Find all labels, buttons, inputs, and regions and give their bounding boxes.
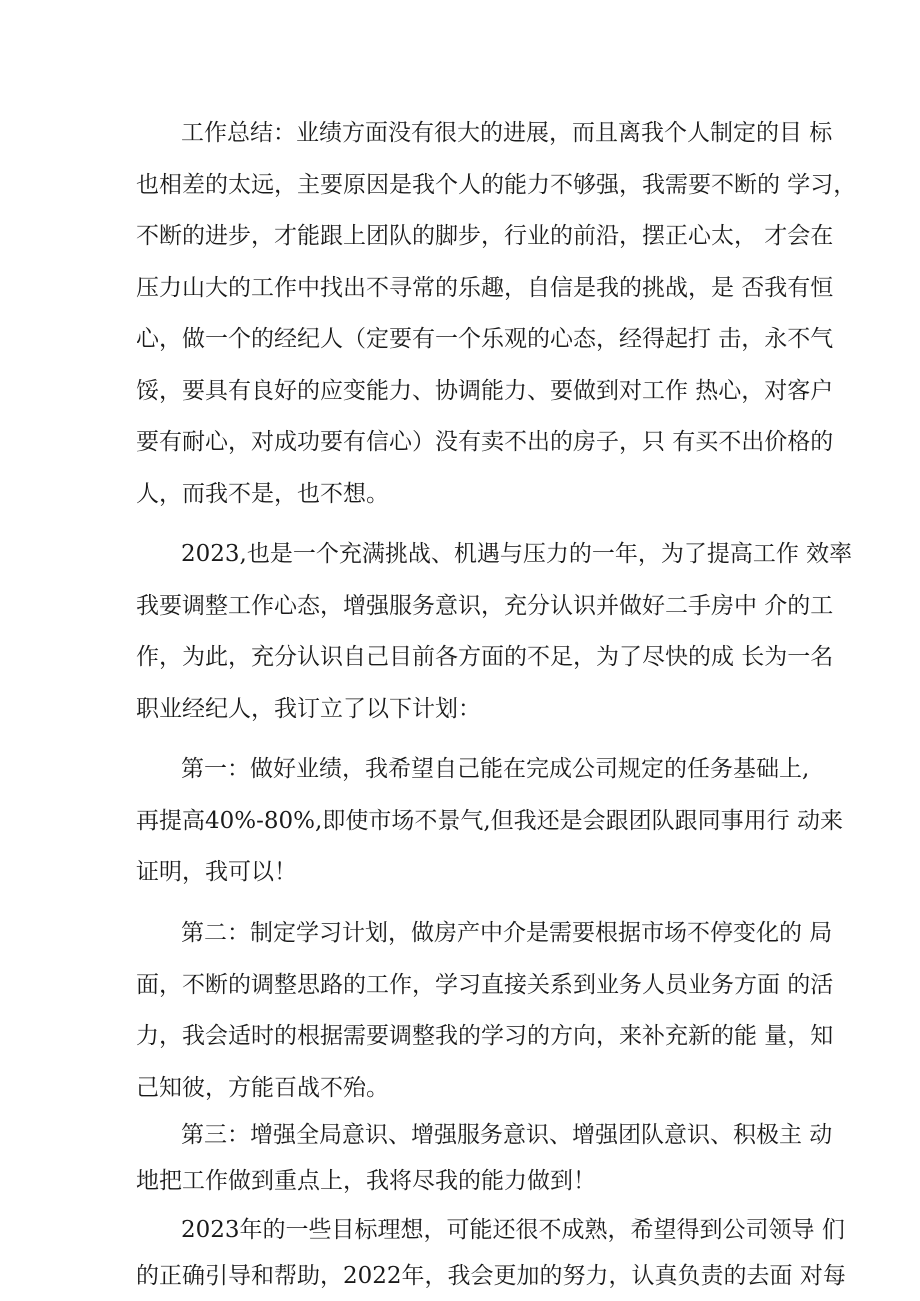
paragraph-2-line-2: 我要调整工作心态，增强服务意识，充分认识并做好二手房中 介的工 bbox=[136, 593, 834, 619]
paragraph-5-line-1: 第三：增强全局意识、增强服务意识、增强团队意识、积极主 动 bbox=[181, 1122, 833, 1148]
paragraph-6-line-1: 2023年的一些目标理想，可能还很不成熟，希望得到公司领导 们 bbox=[181, 1217, 845, 1243]
paragraph-3-line-2: 再提高40%-80%,即使市场不景气,但我还是会跟团队跟同事用行 动来 bbox=[136, 808, 843, 834]
paragraph-1-line-2: 也相差的太远，主要原因是我个人的能力不够强，我需要不断的 学习， bbox=[136, 172, 857, 198]
paragraph-1-line-8: 人，而我不是，也不想。 bbox=[136, 481, 389, 507]
paragraph-1-line-4: 压力山大的工作中找出不寻常的乐趣，自信是我的挑战，是 否我有恒 bbox=[136, 275, 834, 301]
paragraph-4-line-2: 面，不断的调整思路的工作，学习直接关系到业务人员业务方面 的活 bbox=[136, 972, 834, 998]
paragraph-3-line-3: 证明，我可以！ bbox=[136, 859, 297, 885]
paragraph-1-line-5: 心，做一个的经纪人（定要有一个乐观的心态，经得起打 击，永不气 bbox=[136, 326, 834, 352]
paragraph-3-line-1: 第一：做好业绩，我希望自己能在完成公司规定的任务基础上, bbox=[181, 756, 810, 782]
paragraph-4-line-3: 力，我会适时的根据需要调整我的学习的方向，来补充新的能 量，知 bbox=[136, 1023, 834, 1049]
paragraph-1-line-6: 馁，要具有良好的应变能力、协调能力、要做到对工作 热心，对客户 bbox=[136, 378, 834, 404]
paragraph-6-line-2: 的正确引导和帮助，2022年，我会更加的努力，认真负责的去面 对每 bbox=[136, 1263, 846, 1289]
paragraph-4-line-4: 己知彼，方能百战不殆。 bbox=[136, 1075, 389, 1101]
paragraph-4-line-1: 第二：制定学习计划，做房产中介是需要根据市场不停变化的 局 bbox=[181, 920, 833, 946]
paragraph-2-line-4: 职业经纪人，我订立了以下计划： bbox=[136, 696, 481, 722]
paragraph-2-line-3: 作，为此，充分认识自己目前各方面的不足，为了尽快的成 长为一名 bbox=[136, 644, 834, 670]
paragraph-1-line-1: 工作总结：业绩方面没有很大的进展，而且离我个人制定的目 标 bbox=[181, 120, 833, 146]
paragraph-1-line-7: 要有耐心，对成功要有信心）没有卖不出的房子，只 有买不出价格的 bbox=[136, 429, 834, 455]
paragraph-1-line-3: 不断的进步，才能跟上团队的脚步，行业的前沿，摆正心太， 才会在 bbox=[136, 223, 834, 249]
paragraph-2-line-1: 2023,也是一个充满挑战、机遇与压力的一年，为了提高工作 效率 bbox=[181, 541, 853, 567]
paragraph-5-line-2: 地把工作做到重点上，我将尽我的能力做到！ bbox=[136, 1168, 596, 1194]
